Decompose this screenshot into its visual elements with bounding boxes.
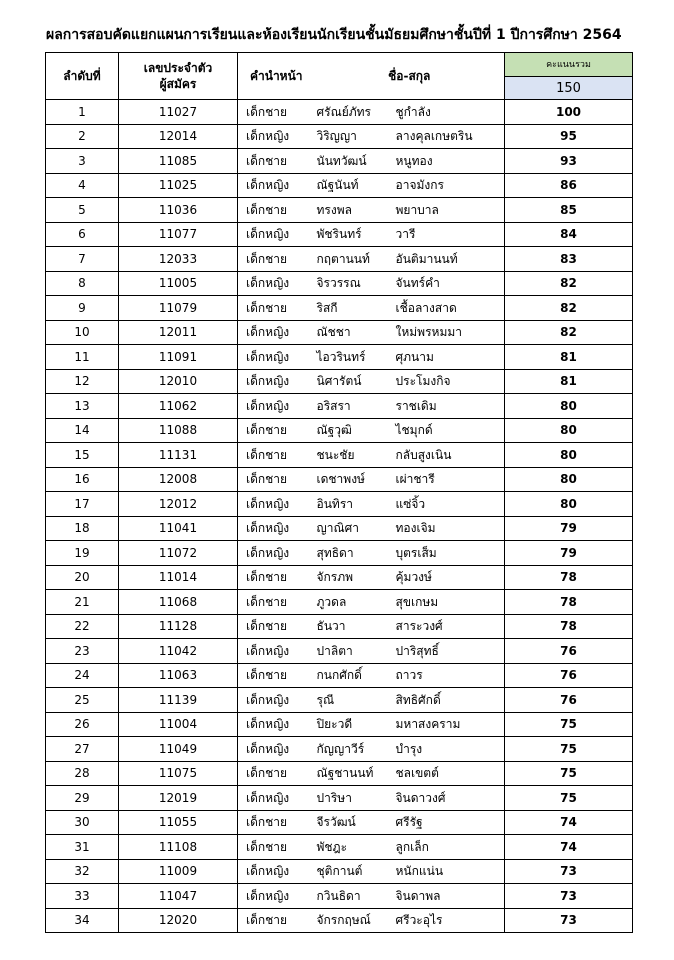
applicant-id: 11049 [119,737,238,762]
results-body [46,100,633,933]
table-row [46,369,633,394]
applicant-id: 11009 [119,859,238,884]
header-name: ชื่อ-สกุล [315,53,505,100]
header-prefix: คำนำหน้า [238,53,315,100]
total-score: 83 [505,247,633,272]
table-row [46,908,633,933]
name-prefix: เด็กหญิง [238,492,315,517]
last-name: หนูทอง [392,149,505,174]
header-id-line2: ผู้สมัคร [159,77,197,91]
row-number: 16 [46,467,119,492]
first-name: ญาณิศา [315,516,392,541]
first-name: พัชรินทร์ [315,222,392,247]
table-row [46,516,633,541]
table-row [46,810,633,835]
name-prefix: เด็กหญิง [238,541,315,566]
last-name: ไชมุกด์ [392,418,505,443]
applicant-id: 11014 [119,565,238,590]
row-number: 13 [46,394,119,419]
table-row [46,688,633,713]
row-number: 22 [46,614,119,639]
last-name: ลางคุลเกษตริน [392,124,505,149]
table-row [46,835,633,860]
name-prefix: เด็กชาย [238,443,315,468]
total-score: 80 [505,467,633,492]
applicant-id: 11027 [119,100,238,125]
last-name: จินดาวงศ์ [392,786,505,811]
total-score: 79 [505,541,633,566]
name-prefix: เด็กชาย [238,418,315,443]
table-row [46,663,633,688]
name-prefix: เด็กหญิง [238,737,315,762]
name-prefix: เด็กหญิง [238,173,315,198]
applicant-id: 12008 [119,467,238,492]
table-row [46,737,633,762]
last-name: กลับสูงเนิน [392,443,505,468]
name-prefix: เด็กหญิง [238,271,315,296]
table-row [46,222,633,247]
last-name: ใหม่พรหมมา [392,320,505,345]
last-name: มหาสงคราม [392,712,505,737]
row-number: 2 [46,124,119,149]
applicant-id: 12012 [119,492,238,517]
table-row [46,590,633,615]
table-row [46,541,633,566]
first-name: สุทธิดา [315,541,392,566]
total-score: 81 [505,345,633,370]
first-name: จีรวัฒน์ [315,810,392,835]
first-name: พัชฎะ [315,835,392,860]
name-prefix: เด็กชาย [238,100,315,125]
first-name: ไอวรินทร์ [315,345,392,370]
table-row [46,418,633,443]
total-score: 76 [505,688,633,713]
applicant-id: 11091 [119,345,238,370]
total-score: 78 [505,565,633,590]
row-number: 17 [46,492,119,517]
table-row [46,173,633,198]
row-number: 26 [46,712,119,737]
row-number: 10 [46,320,119,345]
last-name: สุขเกษม [392,590,505,615]
last-name: บุตรเส็ม [392,541,505,566]
first-name: ศรัณย์ภัทร [315,100,392,125]
applicant-id: 11085 [119,149,238,174]
name-prefix: เด็กหญิง [238,345,315,370]
total-score: 79 [505,516,633,541]
total-score: 100 [505,100,633,125]
last-name: แซ่จิ้ว [392,492,505,517]
row-number: 29 [46,786,119,811]
total-score: 74 [505,835,633,860]
first-name: ณัฐนันท์ [315,173,392,198]
table-row [46,859,633,884]
applicant-id: 11108 [119,835,238,860]
first-name: นันทวัฒน์ [315,149,392,174]
last-name: วารี [392,222,505,247]
total-score: 80 [505,443,633,468]
applicant-id: 11131 [119,443,238,468]
last-name: บำรุง [392,737,505,762]
first-name: ชนะชัย [315,443,392,468]
first-name: กนกศักดิ์ [315,663,392,688]
table-row [46,247,633,272]
name-prefix: เด็กหญิง [238,712,315,737]
applicant-id: 11036 [119,198,238,223]
total-score: 73 [505,908,633,933]
last-name: ถาวร [392,663,505,688]
row-number: 25 [46,688,119,713]
applicant-id: 11079 [119,296,238,321]
applicant-id: 11004 [119,712,238,737]
first-name: ปาริษา [315,786,392,811]
row-number: 14 [46,418,119,443]
name-prefix: เด็กหญิง [238,884,315,909]
header-id-line1: เลขประจำตัว [143,61,213,75]
results-table [45,52,633,933]
table-row [46,786,633,811]
first-name: ปาลิตา [315,639,392,664]
first-name: ปิยะวดี [315,712,392,737]
applicant-id: 11042 [119,639,238,664]
total-score: 82 [505,271,633,296]
name-prefix: เด็กหญิง [238,222,315,247]
last-name: อันติมานนท์ [392,247,505,272]
last-name: สิทธิศักดิ์ [392,688,505,713]
row-number: 27 [46,737,119,762]
last-name: จินดาพล [392,884,505,909]
name-prefix: เด็กหญิง [238,394,315,419]
applicant-id: 11062 [119,394,238,419]
total-score: 82 [505,296,633,321]
total-score: 74 [505,810,633,835]
applicant-id: 11055 [119,810,238,835]
row-number: 1 [46,100,119,125]
row-number: 28 [46,761,119,786]
total-score: 93 [505,149,633,174]
last-name: หนักแน่น [392,859,505,884]
name-prefix: เด็กชาย [238,908,315,933]
applicant-id: 11072 [119,541,238,566]
total-score: 73 [505,859,633,884]
table-row [46,761,633,786]
applicant-id: 11005 [119,271,238,296]
name-prefix: เด็กชาย [238,296,315,321]
row-number: 19 [46,541,119,566]
first-name: จักรกฤษณ์ [315,908,392,933]
applicant-id: 11075 [119,761,238,786]
last-name: ปาริสุทธิ์ [392,639,505,664]
row-number: 5 [46,198,119,223]
total-score: 75 [505,786,633,811]
name-prefix: เด็กชาย [238,835,315,860]
table-row [46,345,633,370]
total-score: 81 [505,369,633,394]
name-prefix: เด็กชาย [238,614,315,639]
total-score: 76 [505,639,633,664]
applicant-id: 11128 [119,614,238,639]
table-row [46,614,633,639]
last-name: ศรีรัฐ [392,810,505,835]
total-score: 73 [505,884,633,909]
last-name: พยาบาล [392,198,505,223]
first-name: ณัชชา [315,320,392,345]
last-name: ประโมงกิจ [392,369,505,394]
applicant-id: 11047 [119,884,238,909]
total-score: 78 [505,590,633,615]
last-name: ทองเจิม [392,516,505,541]
total-score: 85 [505,198,633,223]
first-name: กัญญาวีร์ [315,737,392,762]
applicant-id: 12010 [119,369,238,394]
table-row [46,124,633,149]
table-row [46,467,633,492]
first-name: เดชาพงษ์ [315,467,392,492]
name-prefix: เด็กชาย [238,590,315,615]
total-score: 80 [505,492,633,517]
table-row [46,884,633,909]
first-name: อินทิรา [315,492,392,517]
row-number: 31 [46,835,119,860]
row-number: 34 [46,908,119,933]
name-prefix: เด็กชาย [238,663,315,688]
last-name: ศรีวะอุไร [392,908,505,933]
total-score: 75 [505,712,633,737]
applicant-id: 12011 [119,320,238,345]
header-score-max: 150 [505,77,633,100]
first-name: จิรวรรณ [315,271,392,296]
total-score: 82 [505,320,633,345]
total-score: 95 [505,124,633,149]
page-title: ผลการสอบคัดแยกแผนการเรียนและห้องเรียนนักเรียนชั้นมัธยมศึกษาชั้นปีที่ 1 ปีการศึกษา 2564 [46,27,622,43]
total-score: 84 [505,222,633,247]
last-name: คุ้มวงษ์ [392,565,505,590]
first-name: กฤตานนท์ [315,247,392,272]
table-row [46,492,633,517]
first-name: ริสกี [315,296,392,321]
applicant-id: 12019 [119,786,238,811]
name-prefix: เด็กชาย [238,467,315,492]
applicant-id: 11063 [119,663,238,688]
first-name: จักรภพ [315,565,392,590]
row-number: 7 [46,247,119,272]
row-number: 11 [46,345,119,370]
first-name: ภูวดล [315,590,392,615]
header-id [119,53,238,100]
first-name: ณัฐชานนท์ [315,761,392,786]
applicant-id: 11077 [119,222,238,247]
total-score: 80 [505,418,633,443]
table-row [46,565,633,590]
first-name: ทรงพล [315,198,392,223]
table-row [46,712,633,737]
applicant-id: 11088 [119,418,238,443]
row-number: 20 [46,565,119,590]
table-row [46,271,633,296]
row-number: 12 [46,369,119,394]
first-name: ชุติกานต์ [315,859,392,884]
row-number: 18 [46,516,119,541]
table-row [46,639,633,664]
row-number: 24 [46,663,119,688]
name-prefix: เด็กหญิง [238,320,315,345]
name-prefix: เด็กหญิง [238,639,315,664]
first-name: วิริญญา [315,124,392,149]
first-name: ธันวา [315,614,392,639]
applicant-id: 12020 [119,908,238,933]
last-name: ลูกเล็ก [392,835,505,860]
name-prefix: เด็กชาย [238,198,315,223]
total-score: 76 [505,663,633,688]
total-score: 86 [505,173,633,198]
table-row [46,320,633,345]
name-prefix: เด็กชาย [238,149,315,174]
table-row [46,296,633,321]
last-name: ชลเขตต์ [392,761,505,786]
total-score: 80 [505,394,633,419]
row-number: 21 [46,590,119,615]
applicant-id: 12014 [119,124,238,149]
first-name: รุณี [315,688,392,713]
row-number: 9 [46,296,119,321]
name-prefix: เด็กหญิง [238,786,315,811]
row-number: 32 [46,859,119,884]
applicant-id: 11041 [119,516,238,541]
row-number: 6 [46,222,119,247]
applicant-id: 12033 [119,247,238,272]
name-prefix: เด็กหญิง [238,859,315,884]
first-name: กวินธิดา [315,884,392,909]
table-row [46,100,633,125]
row-number: 30 [46,810,119,835]
last-name: ศุภนาม [392,345,505,370]
last-name: สาระวงศ์ [392,614,505,639]
name-prefix: เด็กชาย [238,247,315,272]
name-prefix: เด็กหญิง [238,516,315,541]
total-score: 75 [505,761,633,786]
first-name: นิศารัตน์ [315,369,392,394]
applicant-id: 11025 [119,173,238,198]
total-score: 75 [505,737,633,762]
name-prefix: เด็กชาย [238,761,315,786]
first-name: ณัฐวุฒิ [315,418,392,443]
name-prefix: เด็กชาย [238,810,315,835]
last-name: ชูกำลัง [392,100,505,125]
applicant-id: 11139 [119,688,238,713]
row-number: 4 [46,173,119,198]
row-number: 3 [46,149,119,174]
name-prefix: เด็กชาย [238,565,315,590]
header-no: ลำดับที่ [46,53,119,100]
name-prefix: เด็กหญิง [238,124,315,149]
table-row [46,394,633,419]
header-score-label: คะแนนรวม [505,53,633,77]
row-number: 23 [46,639,119,664]
first-name: อริสรา [315,394,392,419]
last-name: ราชเดิม [392,394,505,419]
header-row [46,53,633,77]
table-row [46,149,633,174]
last-name: เชื้อลางสาด [392,296,505,321]
table-row [46,198,633,223]
last-name: อาจมังกร [392,173,505,198]
applicant-id: 11068 [119,590,238,615]
name-prefix: เด็กหญิง [238,688,315,713]
row-number: 33 [46,884,119,909]
row-number: 15 [46,443,119,468]
table-row [46,443,633,468]
last-name: เผ่าชารี [392,467,505,492]
total-score: 78 [505,614,633,639]
row-number: 8 [46,271,119,296]
last-name: จันทร์คำ [392,271,505,296]
name-prefix: เด็กหญิง [238,369,315,394]
